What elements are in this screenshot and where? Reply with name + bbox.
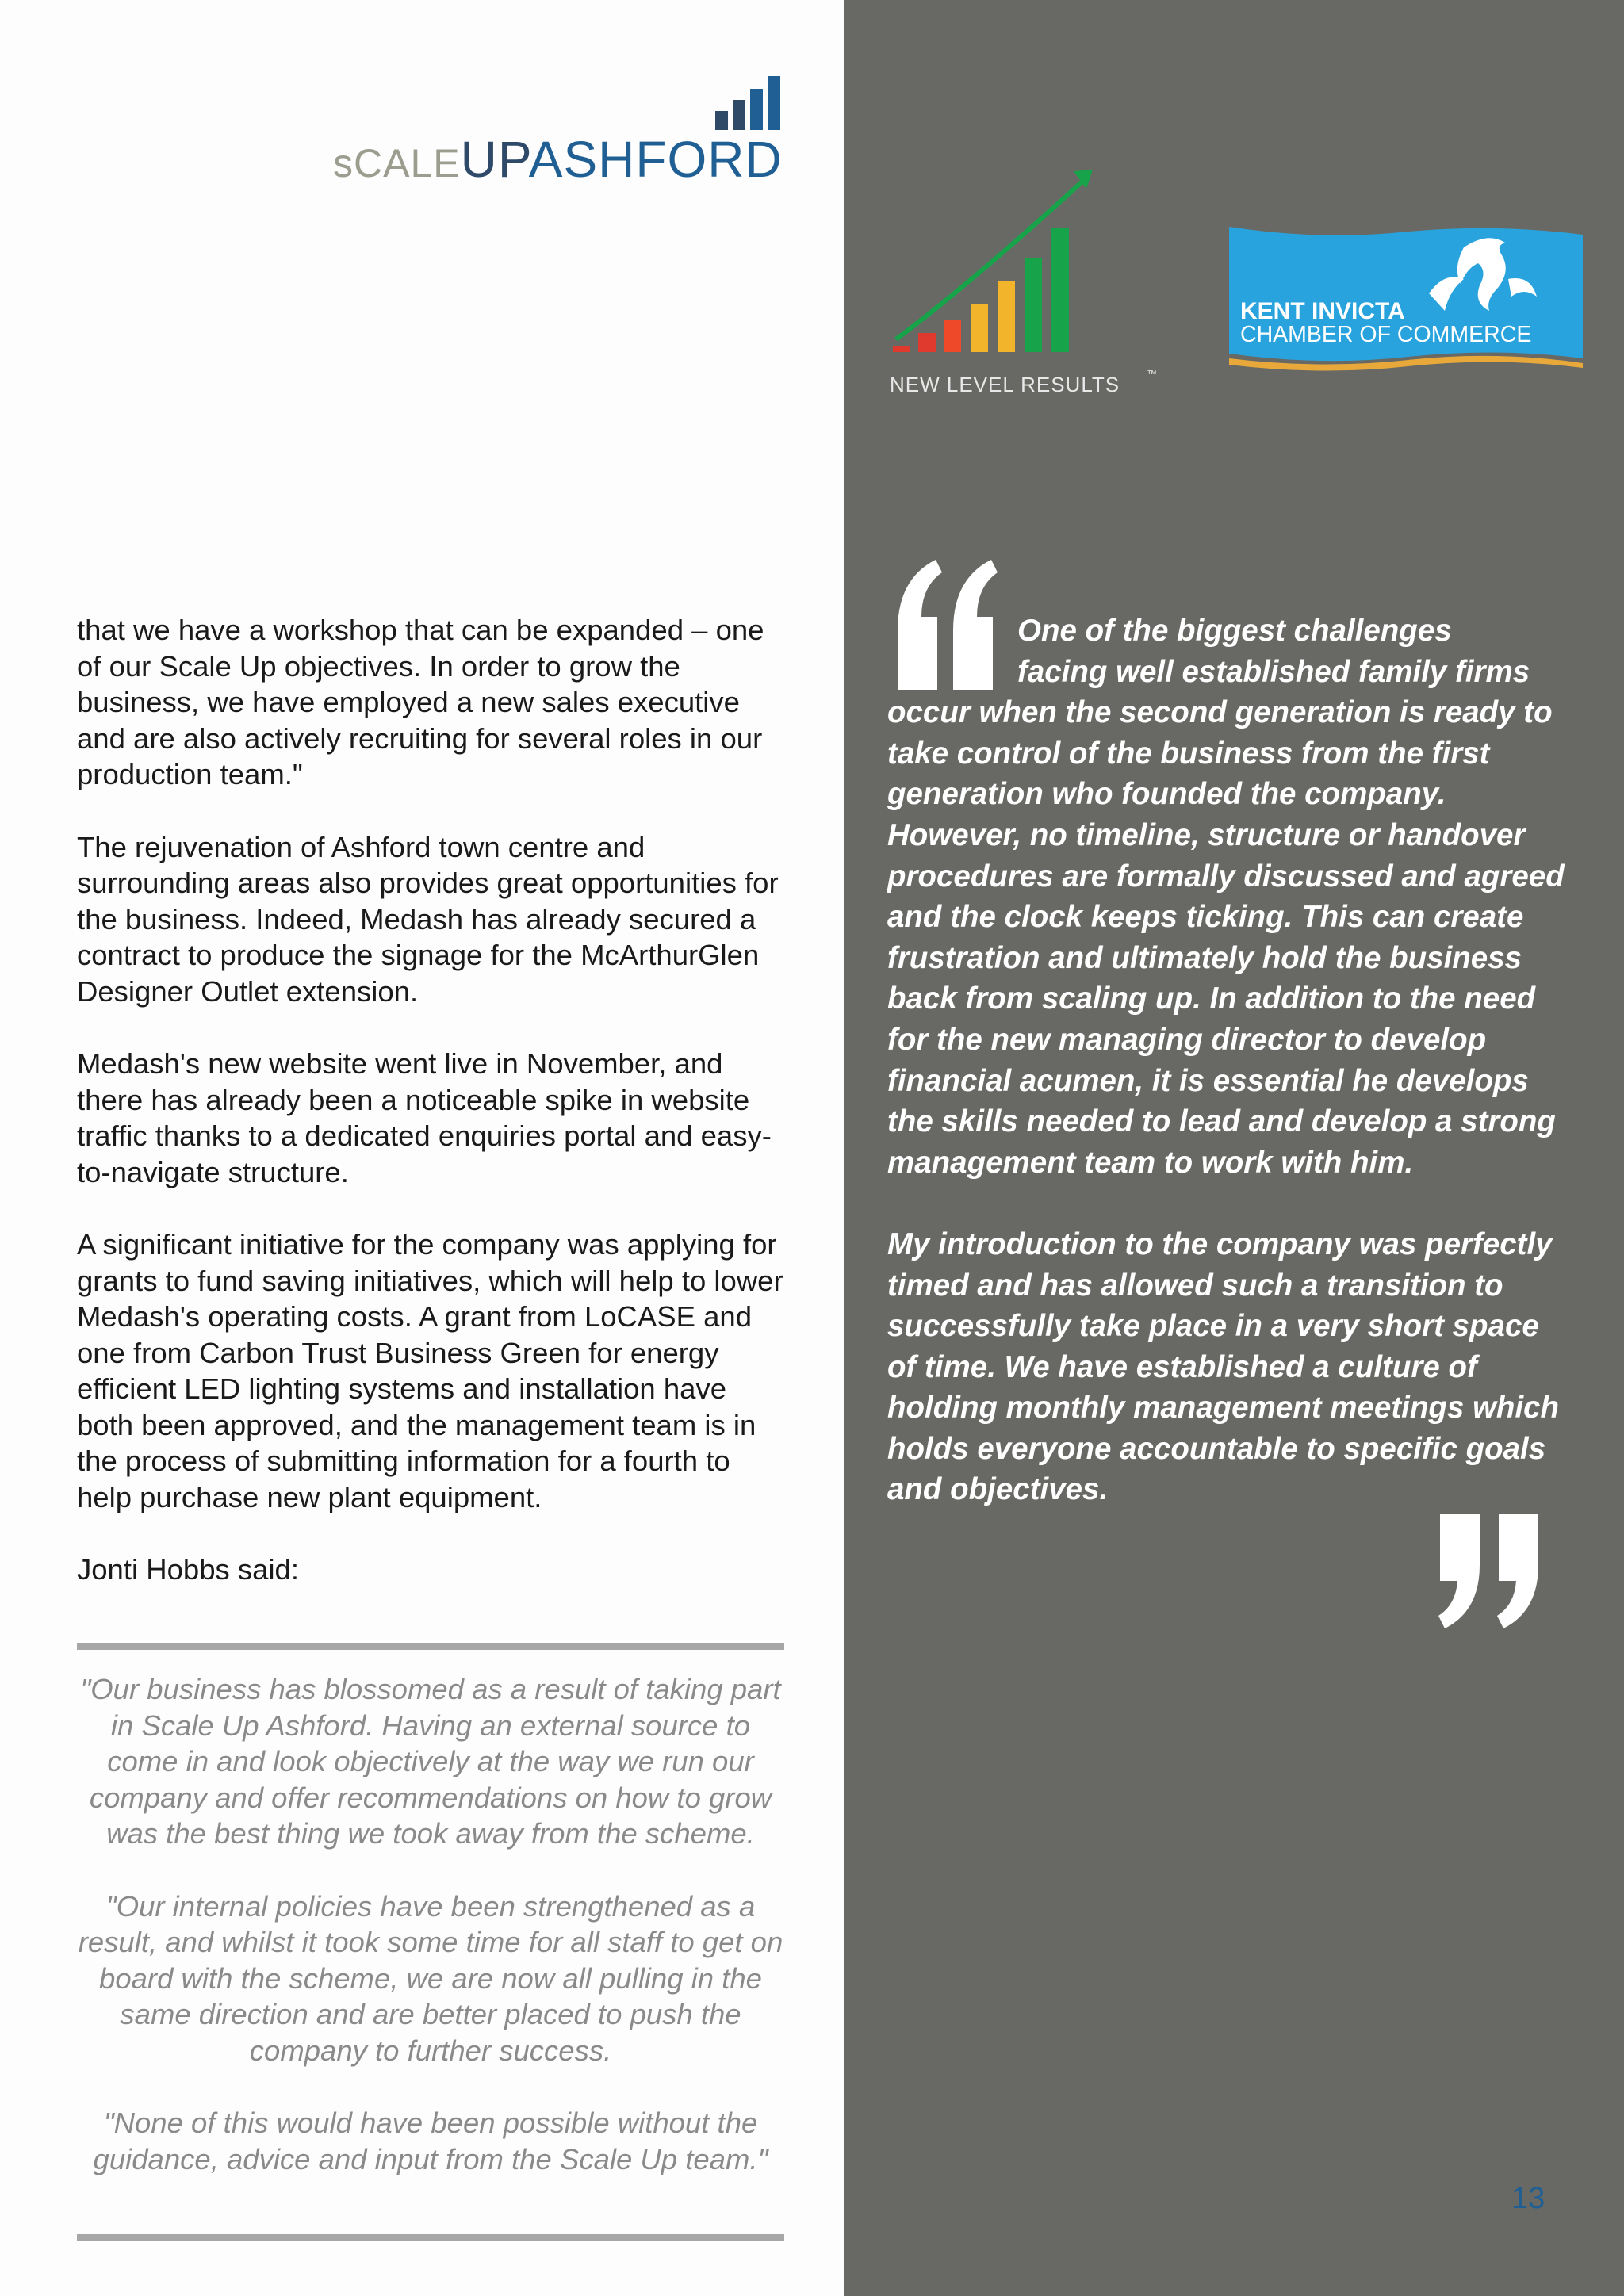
testimonial-top-rule — [77, 1643, 784, 1650]
scaleup-ashford-logo — [333, 73, 793, 192]
pull-quote — [887, 610, 1569, 1510]
trademark-mark: ™ — [1147, 368, 1157, 380]
scaleup-wordmark — [333, 130, 783, 189]
wordmark-scale: sCALE — [333, 141, 461, 186]
new-level-results-text: NEW LEVEL RESULTS — [890, 373, 1120, 396]
flag-banner-icon — [1226, 224, 1586, 371]
pull-quote-paragraph — [887, 610, 1569, 1183]
kent-invicta-logo — [1226, 224, 1586, 371]
kent-invicta-title: KENT INVICTA — [1240, 298, 1405, 324]
article-paragraph: A significant initiative for the company was applying for grants to fund saving initiatives, which will help to lower Medash's operating costs. A grant from LoCASE and one from Carbon Trust Business Green for energy efficient LED lighting systems and installation have both been approved, and the management team is in the process of submitting information for a fourth to help purchase new plant equipment. — [77, 1228, 783, 1513]
chamber-of-commerce-subtitle: CHAMBER OF COMMERCE — [1240, 322, 1532, 347]
bar-chart-icon — [714, 73, 785, 130]
testimonial-bottom-rule — [77, 2234, 784, 2241]
testimonial-paragraph: "Our internal policies have been strengthened as a result, and whilst it took some time for all staff to get on board with the scheme, we are now all pulling in the same direction and are better placed to push the company to further success. — [78, 1889, 783, 2067]
pull-quote-first-line: One of the biggest challenges — [1017, 614, 1452, 648]
new-level-results-logo — [885, 163, 1175, 401]
growth-chart-icon — [885, 163, 1175, 369]
testimonial-paragraph: "None of this would have been possible without the guidance, advice and input from the Scale Up team." — [93, 2107, 768, 2175]
article-body — [77, 612, 791, 1588]
article-paragraph: The rejuvenation of Ashford town centre and surrounding areas also provides great opportunities for the business. Indeed, Medash has already secured a contract to produce the signage for the McArthurGlen Designer Outlet extension. — [77, 830, 779, 1008]
article-paragraph: that we have a workshop that can be expanded – one of our Scale Up objectives. In order to grow the business, we have employed a new sales executive and are also actively recruiting for several roles in our production team." — [77, 614, 764, 790]
wordmark-ashford: ASHFORD — [528, 131, 783, 188]
testimonial-quote — [77, 1671, 784, 2177]
testimonial-paragraph: "Our business has blossomed as a result of taking part in Scale Up Ashford. Having an external source to come in and look objectively at the way we run our company and offer recommendations on how to grow was the best thing we took away from the scheme. — [80, 1673, 781, 1850]
wordmark-up: UP — [460, 131, 529, 188]
article-paragraph: Medash's new website went live in November, and there has already been a noticeable spike in website traffic thanks to a dedicated enquiries portal and easy-to-navigate structure. — [77, 1047, 772, 1188]
article-paragraph: Jonti Hobbs said: — [77, 1553, 299, 1586]
close-quote-icon — [1434, 1514, 1553, 1633]
page-number: 13 — [1511, 2182, 1545, 2215]
pull-quote-body: facing well established family firms occur when the second generation is ready to take control of the business from the first generation who founded the company. However, no timeline, structure or handover procedures are formally discussed and agreed and the clock keeps ticking. This can create frustration and ultimately hold the business back from scaling up. In addition to the need for the new managing director to develop financial acumen, it is essential he develops the skills needed to lead and develop a strong management team to work with him. — [887, 654, 1565, 1180]
pull-quote-paragraph: My introduction to the company was perfectly timed and has allowed such a transition to successfully take place in a very short space of time. We have established a culture of holding monthly management meetings which holds everyone accountable to specific goals and objectives. — [887, 1226, 1560, 1507]
